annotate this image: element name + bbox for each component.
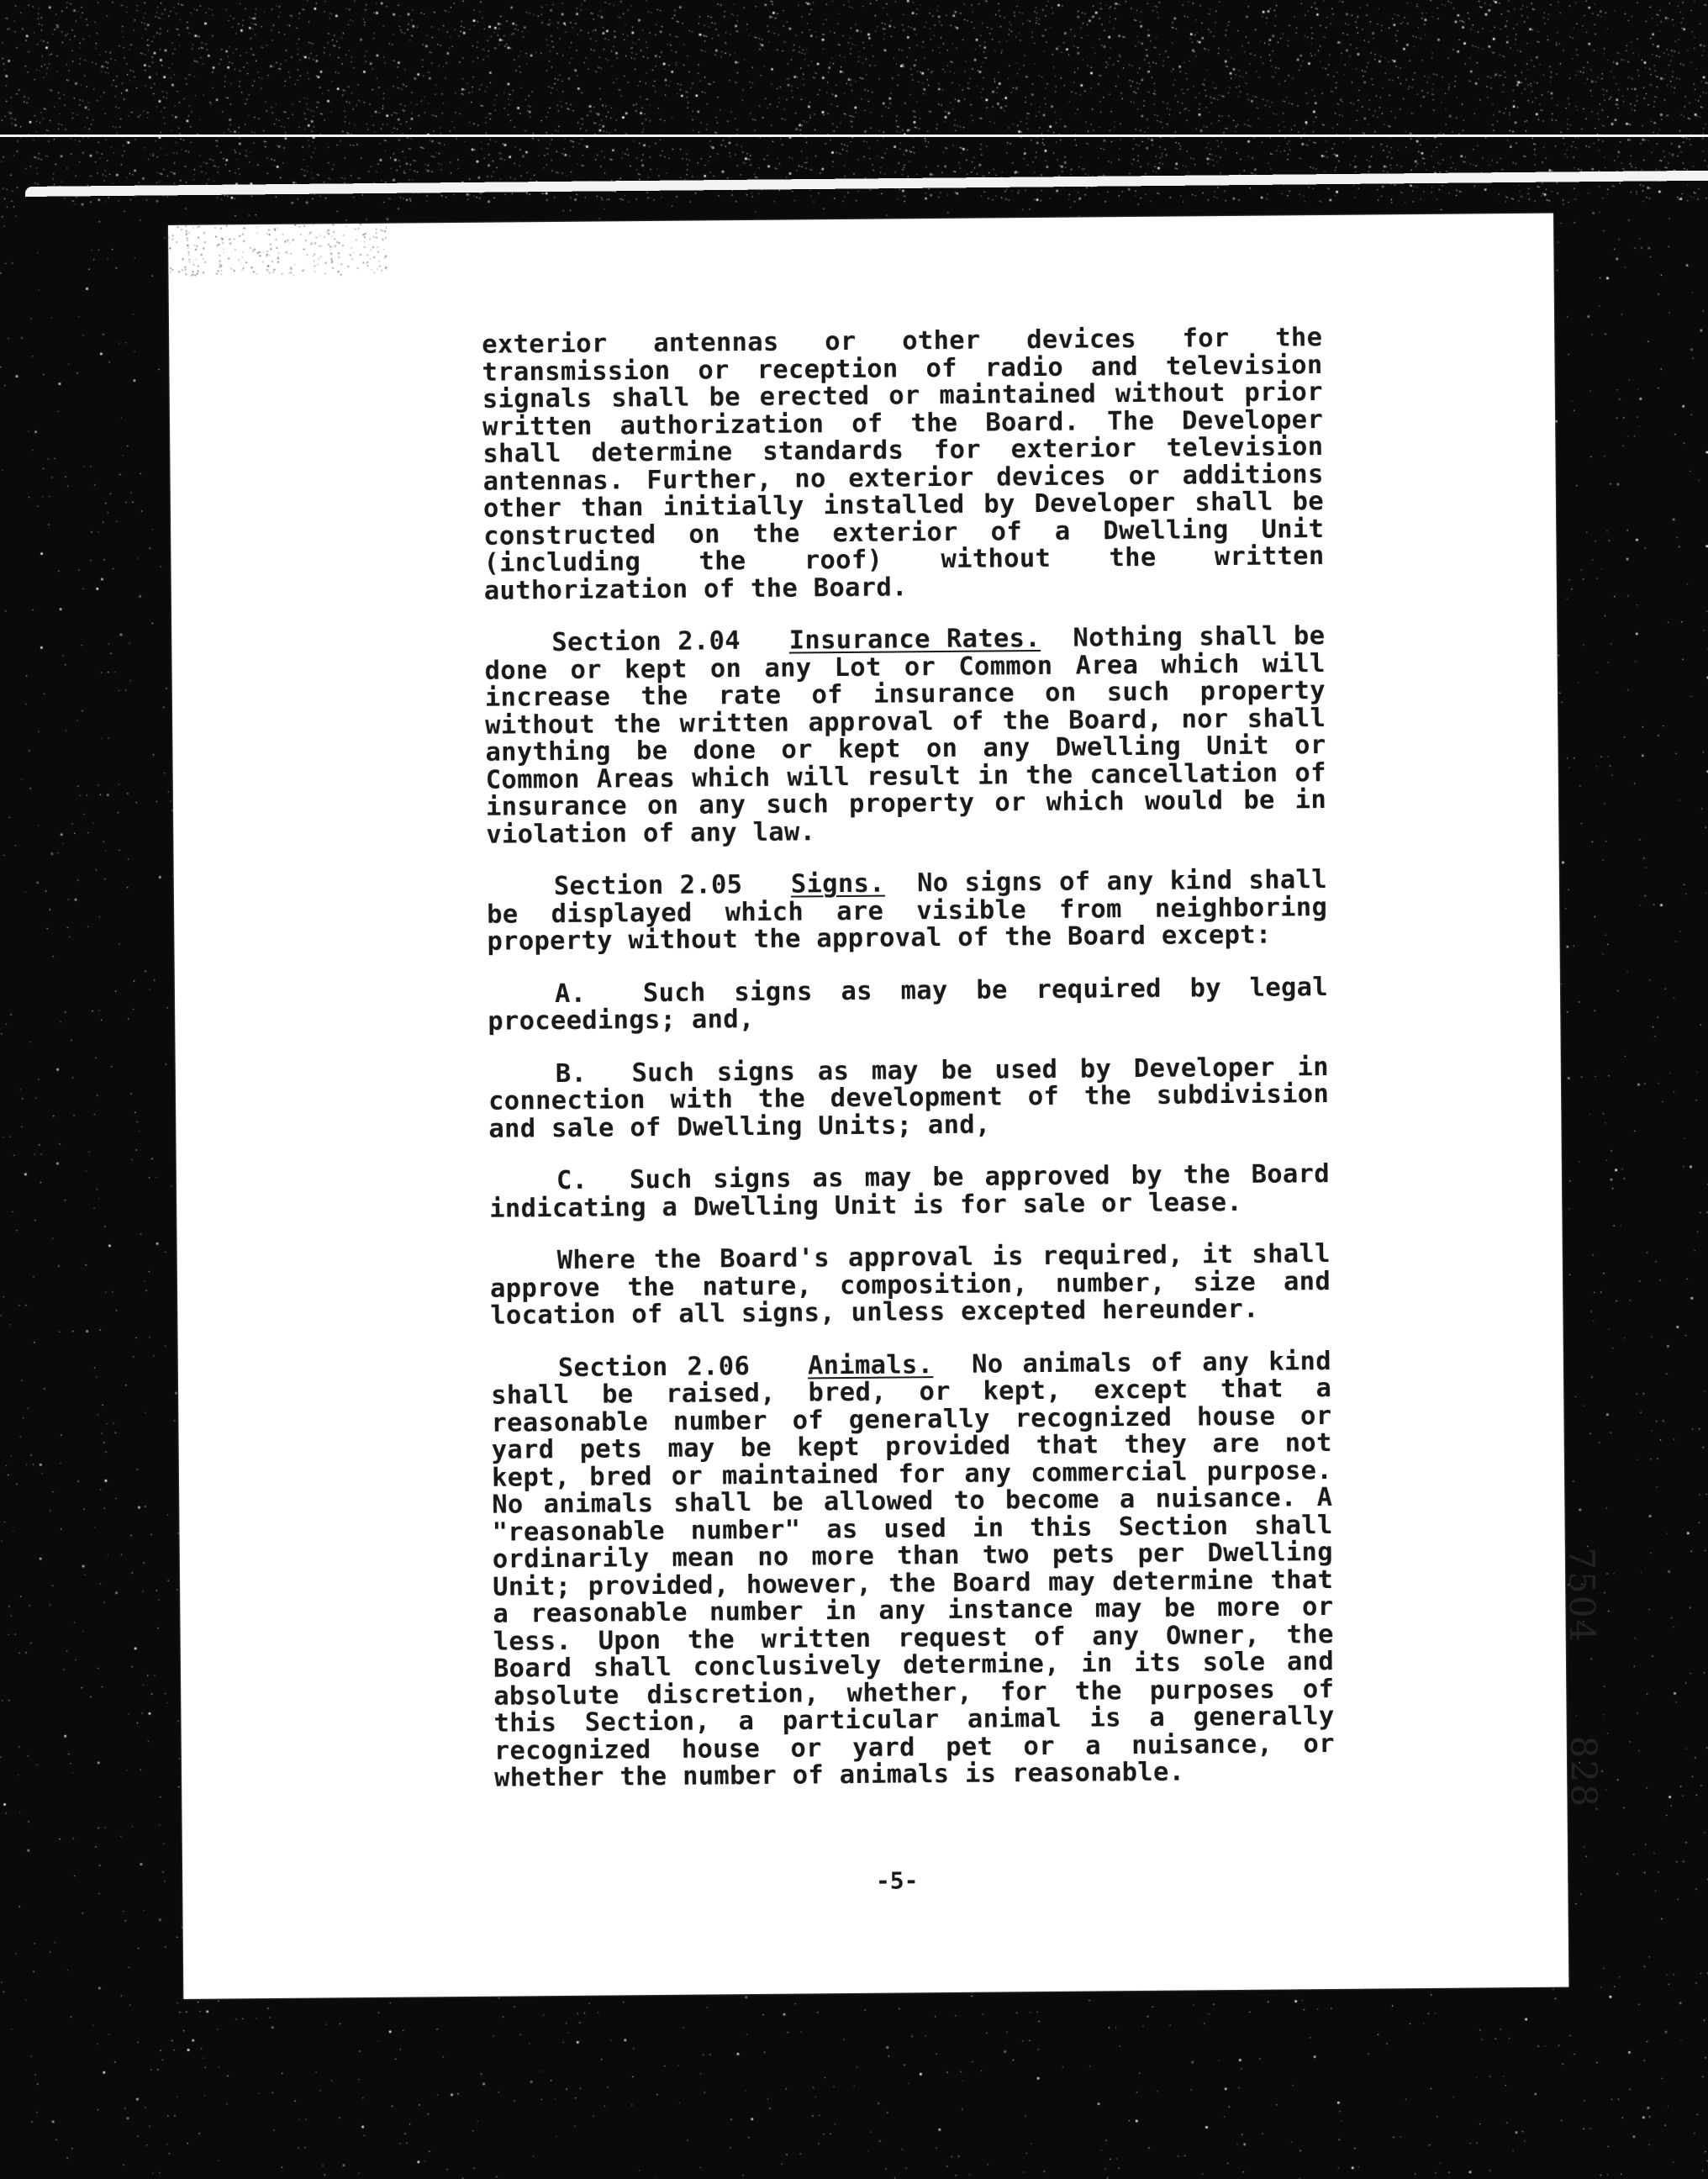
section-title: Signs.: [790, 868, 885, 900]
item-text: Such signs as may be required by legal proceedings; and,: [488, 972, 1329, 1037]
section-number: Section 2.04: [551, 626, 741, 658]
signs-item-b: [488, 1053, 1330, 1142]
item-label: B.: [555, 1058, 588, 1089]
page-corner-specks: [168, 224, 387, 326]
signs-item-a: [488, 973, 1329, 1036]
item-label: C.: [556, 1165, 588, 1196]
section-number: Section 2.05: [553, 870, 743, 902]
recording-stamp-page: 828: [1563, 1735, 1605, 1809]
document-body: [482, 324, 1335, 1818]
section-2-06-animals: [491, 1348, 1335, 1792]
section-text: No animals of any kind shall be raised, bred, or kept, except that a reasonable number of generally recognized house or yard pets may be kept provided that they are not kept, bred or maintained for any commercial purpose. No animals shall be allowed to become a nuisance. A "reasonable number" as used in this Section shall ordinarily mean no more than two pets per Dwelling Unit; provided, however, the Board may determine that a reasonable number in any instance may be more or less. Upon the written request of any Owner, the Board shall conclusively determine, in its sole and absolute discretion, whether, for the purposes of this Section, a particular animal is a generally recognized house or yard pet or a nuisance, or whether the number of animals is reasonable.: [491, 1346, 1335, 1793]
section-number: Section 2.06: [557, 1351, 751, 1383]
section-text: No signs of any kind shall be displayed which are visible from neighboring property without the approval of the Board except:: [487, 864, 1328, 957]
page-number: -5-: [875, 1866, 919, 1895]
recording-stamp-book: 7504: [1560, 1547, 1603, 1644]
signs-item-c: [489, 1158, 1331, 1224]
item-text: Such signs as may be approved by the Board indicating a Dwelling Unit is for sale or lease.: [489, 1158, 1331, 1224]
section-title: Animals.: [807, 1349, 934, 1380]
section-2-05-signs: [487, 864, 1328, 957]
document-page: [168, 214, 1605, 1999]
section-title: Insurance Rates.: [788, 623, 1041, 656]
section-text: Nothing shall be done or kept on any Lot or Common Area which will increase the rate of insurance on such property without the written approval of the Board, nor shall anything be done or kept on any Dwelling Unit or Common Areas which will result in the cancellation of insurance on any such property or which would be in violation of any law.: [484, 621, 1327, 850]
item-label: A.: [554, 979, 587, 1009]
paragraph-text: Where the Board's approval is required, it shall approve the nature, composition, number, size and location of all signs, unless excepted hereunder.: [489, 1238, 1331, 1331]
section-2-04-insurance-rates: [484, 623, 1326, 849]
scan-edge-line-top: [0, 135, 1708, 137]
paragraph-board-approval: [489, 1238, 1331, 1331]
paragraph-text: exterior antennas or other devices for the transmission or reception of radio and television signals shall be erected or maintained without prior written authorization of the Board. The Developer shall determine standards for exterior television antennas. Further, no exterior devices or additions other than initially installed by Developer shall be constructed on the exterior of a Dwelling Unit (including the roof) without the written authorization of the Board.: [482, 323, 1325, 606]
paragraph-antennas-continuation: [482, 324, 1325, 605]
item-text: Such signs as may be used by Developer in connection with the development of the subdivision and sale of Dwelling Units; and,: [488, 1052, 1330, 1144]
